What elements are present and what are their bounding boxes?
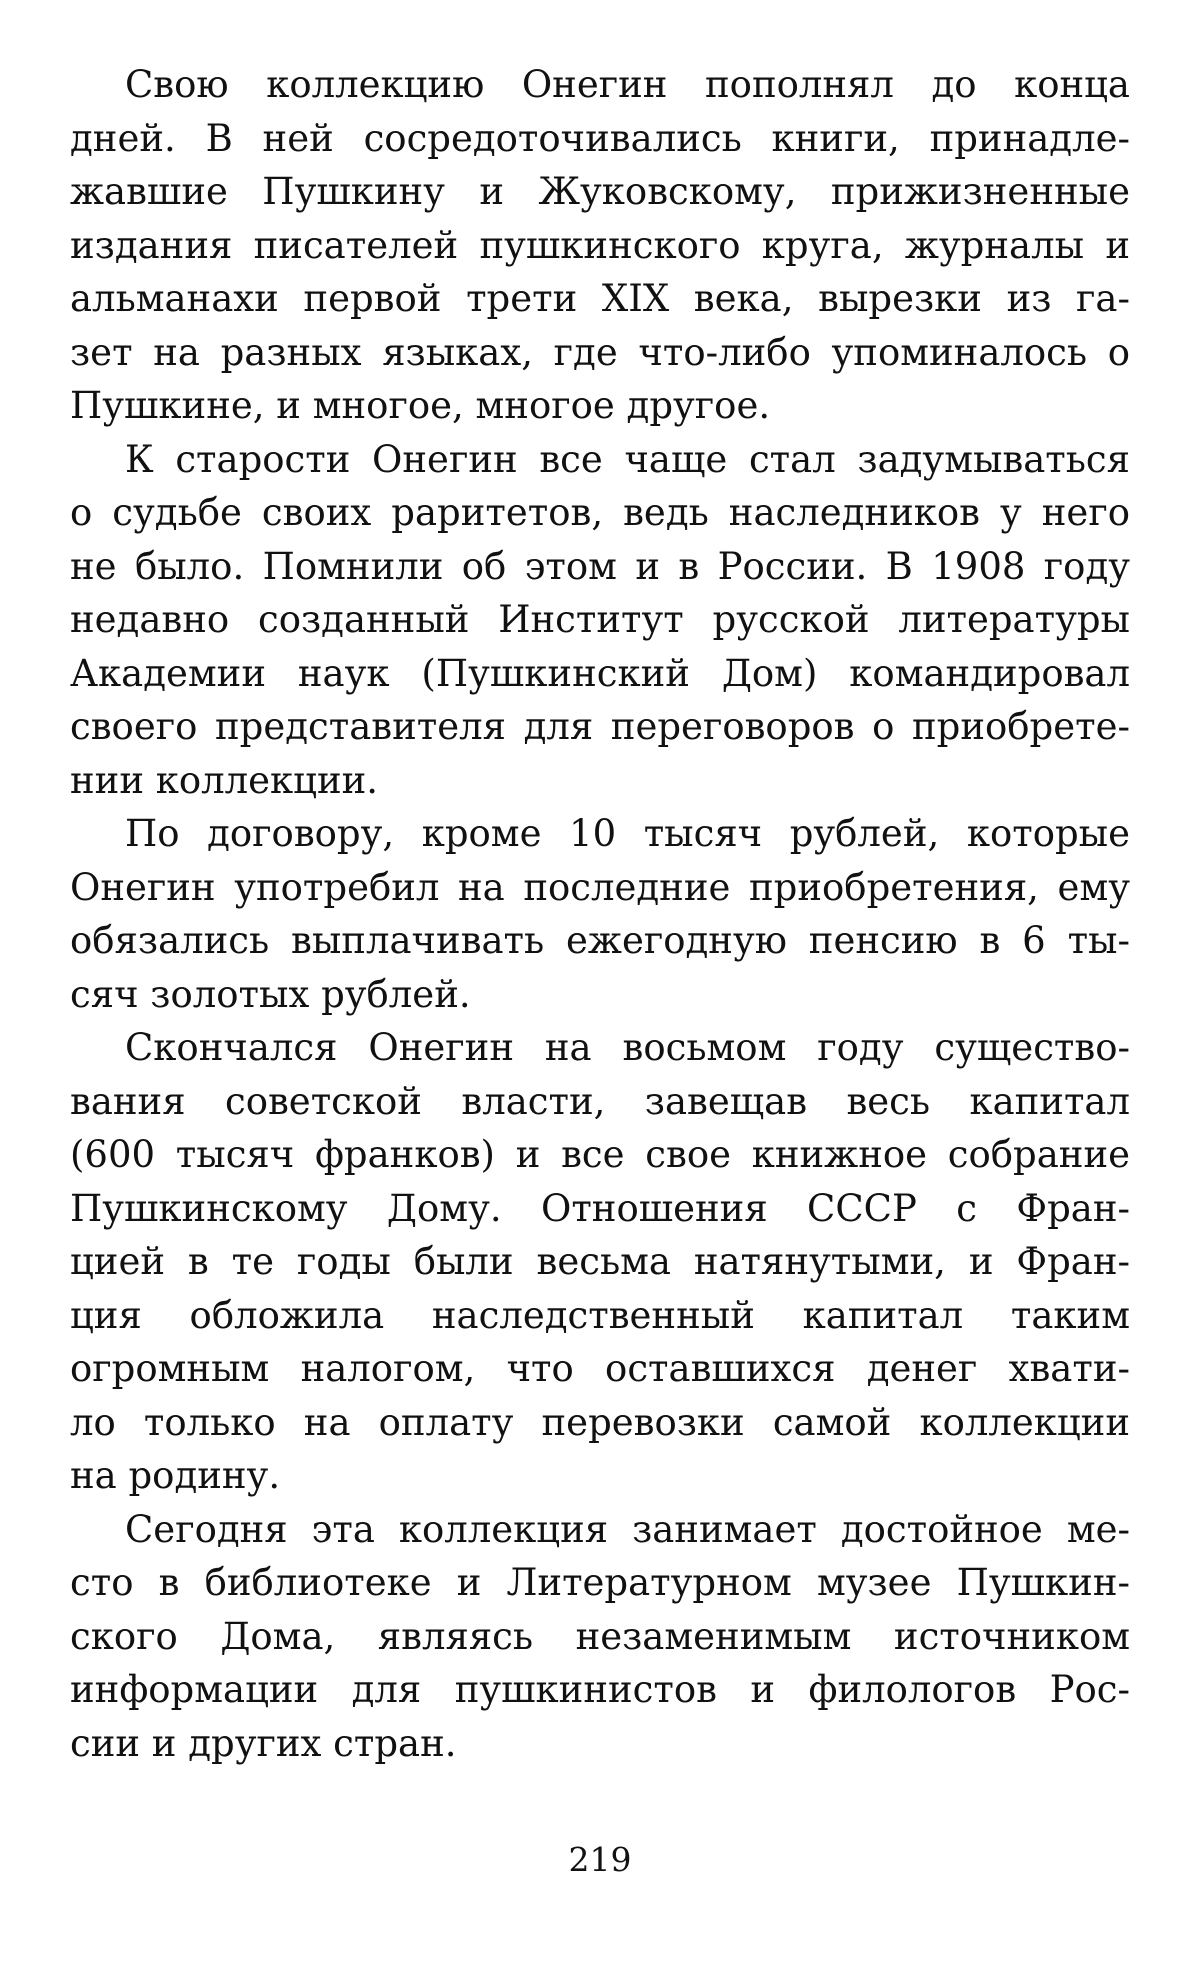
text-line: К старости Онегин все чаще стал задумываться (125, 437, 1130, 481)
page-number: 219 (568, 1840, 632, 1879)
text-line: Онегин употребил на последние приобретения, ему (70, 865, 1130, 909)
text-line: на родину. (70, 1454, 281, 1497)
text-line: По договору, кроме 10 тысяч рублей, которые (125, 812, 1130, 855)
text-line: Сегодня эта коллекция занимает достойное ме- (125, 1507, 1130, 1551)
text-line: вания советской власти, завещав весь капитал (70, 1079, 1130, 1123)
text-line: о судьбе своих раритетов, ведь наследников у него (70, 491, 1130, 534)
text-line: ло только на оплату перевозки самой коллекции (70, 1400, 1130, 1444)
text-line: альманахи первой трети XIX века, вырезки из га- (70, 277, 1130, 320)
text-line: нии коллекции. (70, 758, 379, 802)
text-line: Скончался Онегин на восьмом году существо- (125, 1026, 1130, 1069)
text-line: издания писателей пушкинского круга, журналы и (70, 223, 1130, 267)
text-line: Академии наук (Пушкинский Дом) командировал (70, 651, 1130, 695)
text-line: ского Дома, являясь незаменимым источником (70, 1614, 1130, 1658)
text-line: зет на разных языках, где что-либо упоминалось о (70, 330, 1130, 374)
text-line: обязались выплачивать ежегодную пенсию в 6 ты- (70, 919, 1130, 962)
text-line: информации для пушкинистов и филологов Рос- (70, 1668, 1130, 1711)
text-line: дней. В ней сосредоточивались книги, принадле- (70, 116, 1130, 160)
text-line: сто в библиотеке и Литературном музее Пушкин- (70, 1561, 1130, 1604)
text-line: Пушкинскому Дому. Отношения СССР с Фран- (70, 1186, 1130, 1230)
text-line: своего представителя для переговоров о приобрете- (70, 705, 1130, 748)
text-line: ция обложила наследственный капитал таким (70, 1293, 1130, 1337)
text-line: не было. Помнили об этом и в России. В 1908 году (70, 544, 1130, 588)
text-line: недавно созданный Институт русской литературы (70, 598, 1130, 641)
text-line: (600 тысяч франков) и все свое книжное собрание (70, 1133, 1130, 1176)
text-line: Свою коллекцию Онегин пополнял до конца (125, 63, 1130, 106)
text-line: Пушкине, и многое, многое другое. (70, 384, 771, 427)
text-line: цией в те годы были весьма натянутыми, и Фран- (70, 1240, 1130, 1283)
body-text (70, 58, 1130, 1770)
text-line: сяч золотых рублей. (70, 972, 471, 1016)
text-line: жавшие Пушкину и Жуковскому, прижизненные (70, 170, 1130, 213)
text-line: огромным налогом, что оставшихся денег хвати- (70, 1347, 1130, 1390)
text-line: сии и других стран. (70, 1721, 457, 1765)
